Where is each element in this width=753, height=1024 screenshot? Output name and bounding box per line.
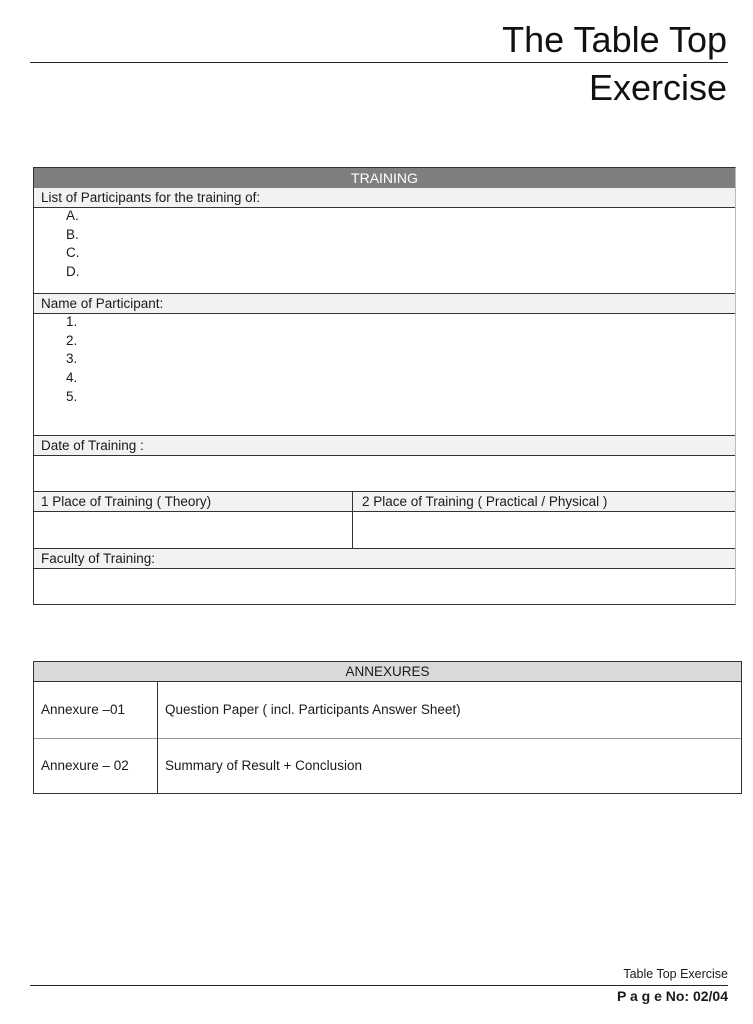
title-rule [30,62,728,63]
faculty-of-training-label: Faculty of Training: [34,548,735,569]
list-item: 1. [66,314,78,329]
list-item: 4. [66,370,78,386]
training-table [33,167,736,605]
name-of-participant-label: Name of Participant: [34,293,735,314]
participant-names-list [66,313,77,406]
table-row [34,738,741,794]
list-item: 2. [66,332,78,348]
annexures-heading: ANNEXURES [34,662,741,682]
place-theory-label: 1 Place of Training ( Theory) [41,494,212,509]
date-of-training-label: Date of Training : [34,435,735,456]
place-of-training-row [34,491,735,512]
participants-list-label: List of Participants for the training of: [34,188,735,208]
annexure-id: Annexure –01 [41,702,126,717]
list-item: D. [66,264,80,280]
title-line-1: The Table Top [502,19,727,60]
annexure-description: Question Paper ( incl. Participants Answer Sheet) [165,702,461,717]
footer-rule [30,985,728,986]
annexure-id: Annexure – 02 [41,758,129,773]
list-item: B. [66,226,79,242]
place-practical-label: 2 Place of Training ( Practical / Physical ) [362,494,608,509]
list-item: C. [66,245,80,261]
annexures-table [33,661,742,794]
annexure-column-divider [157,682,158,793]
footer-document-name: Table Top Exercise [623,967,728,981]
place-column-divider [352,491,353,548]
participants-list [66,207,80,282]
list-item: 5. [66,388,78,404]
list-item: 3. [66,351,78,367]
training-heading: TRAINING [34,168,735,188]
page-number: P a g e No: 02/04 [616,988,728,1004]
annexure-description: Summary of Result + Conclusion [165,758,362,773]
document-title [327,16,727,112]
title-line-2: Exercise [588,67,727,108]
list-item: A. [66,208,79,223]
table-row [34,682,741,739]
